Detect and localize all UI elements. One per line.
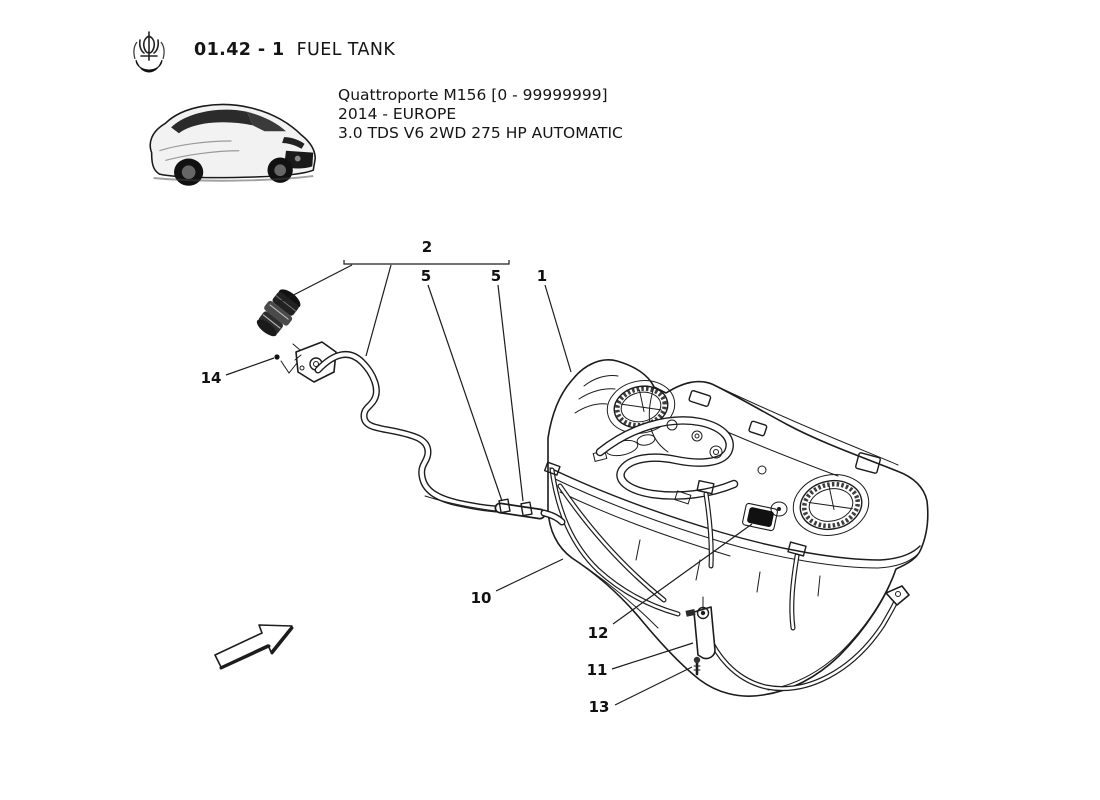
strap-end-bracket bbox=[886, 586, 909, 605]
callout-12: 12 bbox=[587, 624, 609, 642]
callout-11: 11 bbox=[586, 661, 608, 679]
section-title: FUEL TANK bbox=[296, 40, 396, 60]
callout-14: 14 bbox=[200, 369, 222, 387]
vehicle-model: Quattroporte M156 [0 - 99999999] bbox=[338, 86, 608, 104]
cap-retainer-screw-part14 bbox=[274, 354, 297, 373]
callout-10: 10 bbox=[470, 589, 492, 607]
callout-5a: 5 bbox=[420, 267, 432, 285]
vehicle-market: 2014 - EUROPE bbox=[338, 105, 457, 123]
callout-5b: 5 bbox=[490, 267, 502, 285]
fuel-tank-body bbox=[548, 360, 928, 696]
filler-pipe bbox=[318, 354, 496, 511]
callout-13: 13 bbox=[588, 698, 610, 716]
callout-2: 2 bbox=[421, 238, 433, 256]
section-code: 01.42 - 1 bbox=[194, 40, 285, 60]
vehicle-engine: 3.0 TDS V6 2WD 275 HP AUTOMATIC bbox=[338, 124, 623, 142]
direction-arrow-icon bbox=[215, 625, 292, 668]
callout-1: 1 bbox=[536, 267, 548, 285]
callout-2-bracket bbox=[344, 260, 509, 264]
